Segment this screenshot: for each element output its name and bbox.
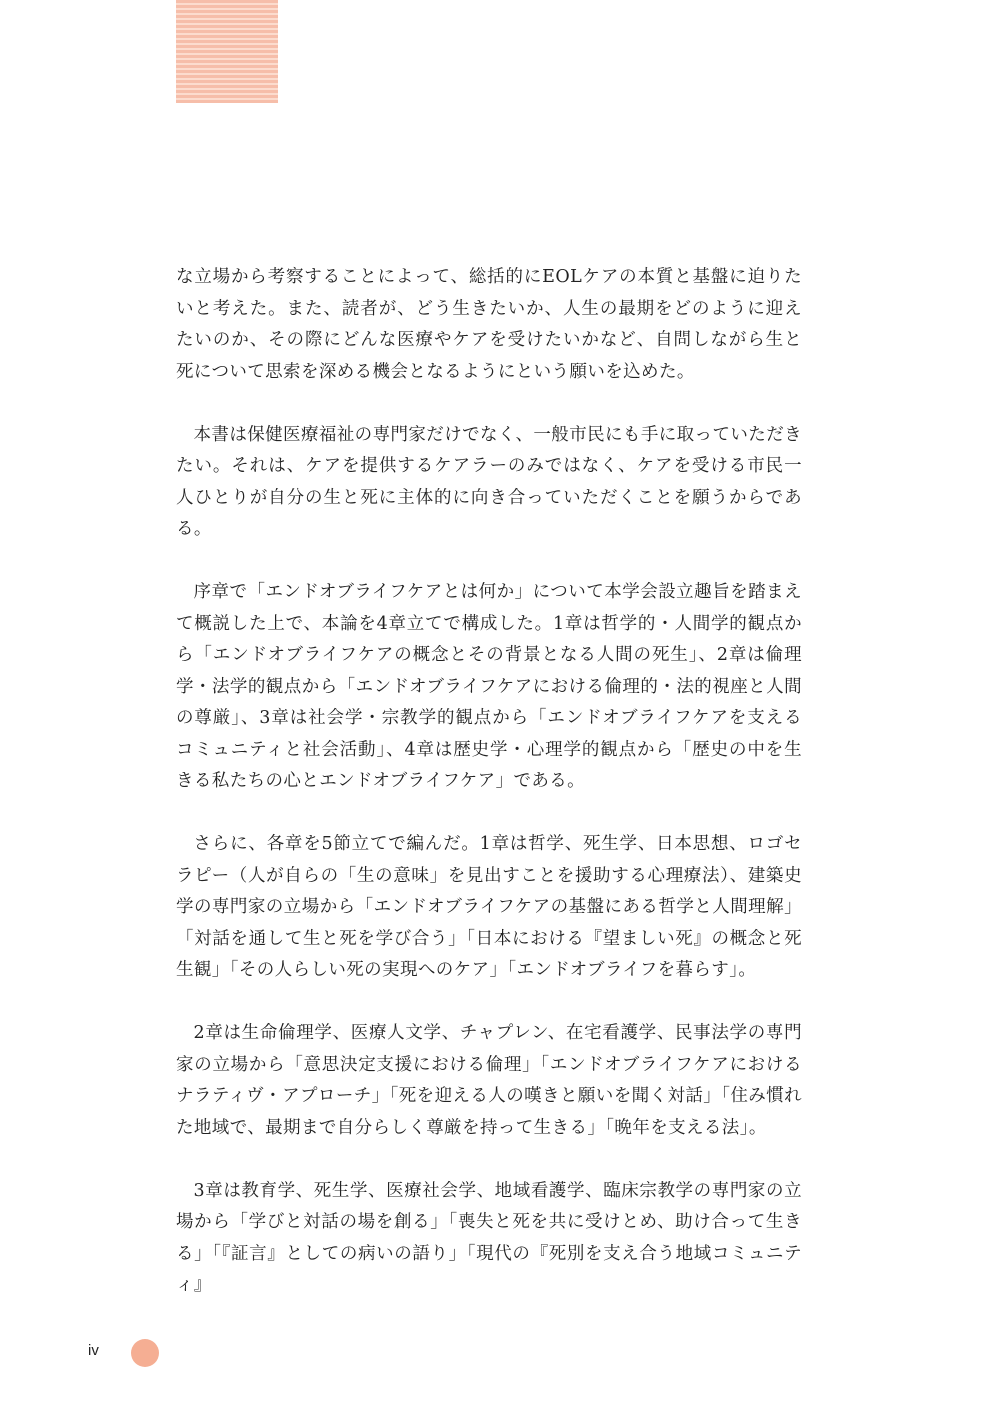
paragraph-chapter-1: さらに、各章を5節立てで編んだ。1章は哲学、死生学、日本思想、ロゴセラピー（人が自らの「生の意味」を見出すことを援助する心理療法）、建築史学の専門家の立場から「エンドオブライフケアの基盤にある哲学と人間理解」「対話を通して生と死を学び合う」「日本における『望ましい死』の概念と死生観」「その人らしい死の実現へのケア」「エンドオブライフを暮らす」。 — [176, 834, 802, 980]
paragraph-chapter-2: 2章は生命倫理学、医療人文学、チャプレン、在宅看護学、民事法学の専門家の立場から「意思決定支援における倫理」「エンドオブライフケアにおけるナラティヴ・アプローチ」「死を迎える人の嘆きと願いを聞く対話」「住み慣れた地域で、最期まで自分らしく尊厳を持って生きる」「晩年を支える法」。 — [176, 1023, 802, 1138]
page-marker-dot — [131, 1339, 159, 1367]
paragraph-audience: 本書は保健医療福祉の専門家だけでなく、一般市民にも手に取っていただきたい。それは、ケアを提供するケアラーのみではなく、ケアを受ける市民一人ひとりが自分の生と死に主体的に向き合っていただくことを願うからである。 — [176, 424, 802, 539]
paragraph-structure: 序章で「エンドオブライフケアとは何か」について本学会設立趣旨を踏まえて概説した上で、本論を4章立てで構成した。1章は哲学的・人間学的観点から「エンドオブライフケアの概念とその背景となる人間の死生」、2章は倫理学・法学的観点から「エンドオブライフケアにおける倫理的・法的視座と人間の尊厳」、3章は社会学・宗教学的観点から「エンドオブライフケアを支えるコミュニティと社会活動」、4章は歴史学・心理学的観点から「歴史の中を生きる私たちの心とエンドオブライフケア」である。 — [176, 582, 802, 791]
paragraph-chapter-3: 3章は教育学、死生学、医療社会学、地域看護学、臨床宗教学の専門家の立場から「学びと対話の場を創る」「喪失と死を共に受けとめ、助け合って生きる」「『証言』としての病いの語り」「現代の『死別を支え合う地域コミュニティ』 — [176, 1180, 802, 1295]
body-text — [176, 262, 802, 1333]
paragraph-continuation: な立場から考察することによって、総括的にEOLケアの本質と基盤に迫りたいと考えた。また、読者が、どう生きたいか、人生の最期をどのように迎えたいのか、その際にどんな医療やケアを受けたいかなど、自問しながら生と死について思索を深める機会となるようにという願いを込めた。 — [176, 267, 802, 382]
page-number: iv — [88, 1342, 99, 1359]
decorative-stripe-block — [176, 0, 278, 103]
